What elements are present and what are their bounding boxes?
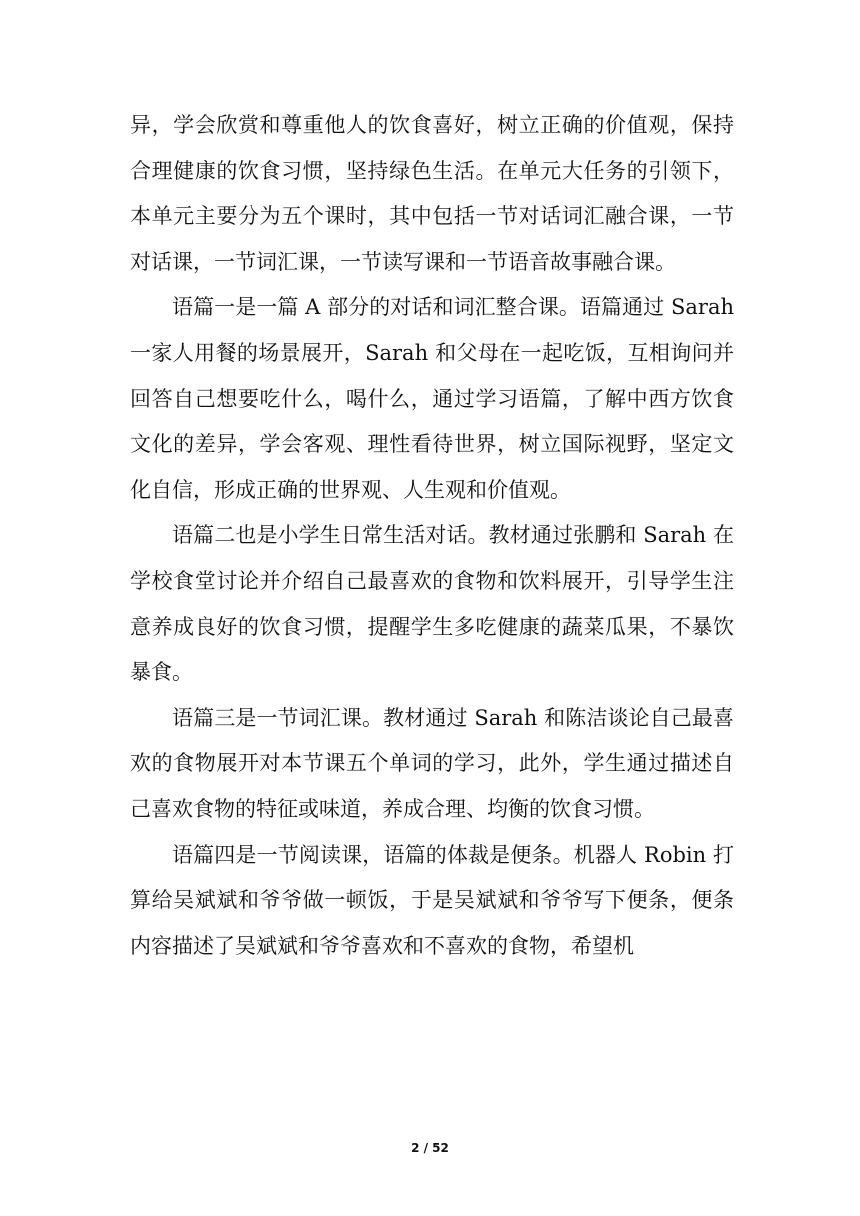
paragraph-text-three: 语篇三是一节词汇课。教材通过 Sarah 和陈洁谈论自己最喜欢的食物展开对本节课五个单词的学习，此外，学生通过描述自己喜欢食物的特征或味道，养成合理、均衡的饮食习惯。 bbox=[130, 705, 734, 821]
paragraph-text-one: 语篇一是一篇 A 部分的对话和词汇整合课。语篇通过 Sarah 一家人用餐的场景展开，Sarah 和父母在一起吃饭，互相询问并回答自己想要吃什么，喝什么，通过学习语篇，了解中西方饮食文化的差异，学会客观、理性看待世界，树立国际视野，坚定文化自信，形成正确的世界观、人生观和价值观。 bbox=[130, 295, 734, 502]
page-number: 2 / 52 bbox=[411, 1141, 449, 1155]
paragraph-text-two: 语篇二也是小学生日常生活对话。教材通过张鹏和 Sarah 在学校食堂讨论并介绍自己最喜欢的食物和饮料展开，引导学生注意养成良好的饮食习惯，提醒学生多吃健康的蔬菜瓜果，不暴饮暴食。 bbox=[130, 523, 734, 685]
document-body bbox=[130, 103, 734, 969]
paragraph-continuation: 异，学会欣赏和尊重他人的饮食喜好，树立正确的价值观，保持合理健康的饮食习惯，坚持绿色生活。在单元大任务的引领下，本单元主要分为五个课时，其中包括一节对话词汇融合课，一节对话课，一节词汇课，一节读写课和一节语音故事融合课。 bbox=[130, 113, 734, 274]
paragraph-text-four: 语篇四是一节阅读课，语篇的体裁是便条。机器人 Robin 打算给吴斌斌和爷爷做一顿饭，于是吴斌斌和爷爷写下便条，便条内容描述了吴斌斌和爷爷喜欢和不喜欢的食物，希望机 bbox=[130, 842, 734, 958]
